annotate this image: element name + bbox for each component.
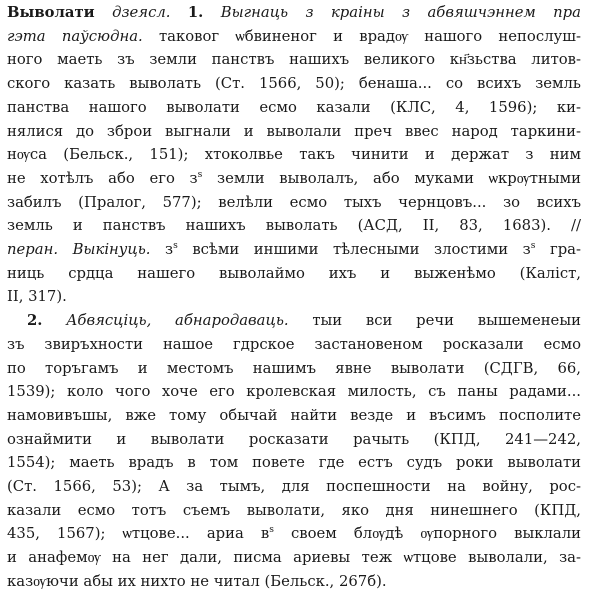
text-line [7, 428, 581, 452]
text-line [7, 333, 581, 357]
text-line [7, 404, 581, 428]
sense-definition-1-cont: гэта паўсюдна. [7, 27, 143, 45]
text-line [7, 48, 581, 72]
quote-text: 435, 1567); ѡтцове... ариа $в^s$ своем блѹдѣ ѹпорного выклали [7, 524, 581, 543]
text-line [7, 72, 581, 96]
quote-text: нялися до зброи выгнали и выволали преч ввес народ таркини- [7, 122, 581, 140]
text-line [7, 309, 581, 333]
quote-text: ского казать выволать (Ст. 1566, 50); бенаша... со всихъ земль [7, 75, 581, 93]
text-line [7, 238, 581, 262]
text-line [7, 451, 581, 475]
text-line [7, 214, 581, 238]
figurative-definition: Выкінуць. [72, 241, 151, 259]
quote-text: земль и панствъ нашихъ выволать (АСД, II, 83, 1683). // [7, 217, 581, 235]
quote-text: ного маеть зъ земли панствъ нашихъ великого кн҃зьства литов- [7, 51, 581, 69]
text-line [7, 380, 581, 404]
quote-text: панства нашого выволати есмо казали (КЛС, 4, 1596); ки- [7, 98, 581, 116]
text-line [7, 191, 581, 215]
quote-text: зъ звиръхности нашое гдрское застановеном росказали есмо [7, 335, 581, 353]
quote-text: по торъгамъ и местомъ нашимъ явне выволати (СДГВ, 66, [7, 359, 581, 377]
sense-definition-2: Абвясціць, абнародаваць. [66, 312, 289, 330]
quote-text: нѹса (Бельск., 151); хтоколвье такъ чинити и держат з ним [7, 146, 581, 164]
text-line [7, 143, 581, 167]
quote-text: тыи вси речи вышеменеыи [312, 312, 581, 330]
quote-text: казѹючи абы их нихто не читал (Бельск., 267б). [7, 572, 387, 590]
quote-text: 1554); маеть врадъ в том повете где естъ судъ роки выволати [7, 454, 581, 472]
figurative-label: перан. [7, 241, 59, 259]
quote-text: и анафемѹ на нег дали, писма ариевы теж ѡтцове выволали, за- [7, 549, 581, 567]
quote-text: ознаймити и выволати росказати рачыть (КПД, 241—242, [7, 430, 581, 448]
quote-text: таковог ѡбвиненог и врадѹ нашого непослуш- [158, 27, 581, 45]
quote-text: II, 317). [7, 288, 67, 306]
text-line [7, 167, 581, 191]
text-line [7, 570, 581, 594]
quote-text: казали есмо тотъ съемъ выволати, яко дня нинешнего (КПД, [7, 501, 581, 519]
text-line [7, 96, 581, 120]
text-line [7, 120, 581, 144]
text-line [7, 25, 581, 49]
text-line [7, 262, 581, 286]
quote-text: ниць срдца нашего выволаймо ихъ и выженѣмо (Каліст, [7, 264, 581, 282]
text-line [7, 475, 581, 499]
quote-text: намовивъшы, вже тому обычай найти везде и въсимъ посполите [7, 406, 581, 424]
text-line [7, 522, 581, 546]
headword: Выволати [7, 4, 95, 21]
text-line [7, 1, 581, 25]
quote-text: забилъ (Пралог, 577); велѣли есмо тыхъ чернцовъ... зо всихъ [7, 193, 581, 211]
quote-text: $з^s$ всѣми иншими тѣлесными злостими $з^s$ гра- [165, 240, 581, 259]
text-line [7, 357, 581, 381]
quote-text: 1539); коло чого хоче его кролевская милость, съ паны радами... [7, 383, 581, 401]
sense-number-1: 1. [187, 4, 204, 21]
quote-text: (Ст. 1566, 53); А за тымъ, для поспешности на войну, рос- [7, 478, 581, 496]
sense-number-2: 2. [27, 312, 43, 330]
sense-definition-1: Выгнаць з краіны з абвяшчэннем пра [220, 4, 581, 21]
text-line [7, 285, 581, 309]
text-line [7, 546, 581, 570]
quote-text: не хотѣлъ або его $з^s$ земли выволалъ, або муками ѡкрѹтными [7, 169, 581, 187]
grammar-label: дзеясл. [112, 4, 171, 21]
